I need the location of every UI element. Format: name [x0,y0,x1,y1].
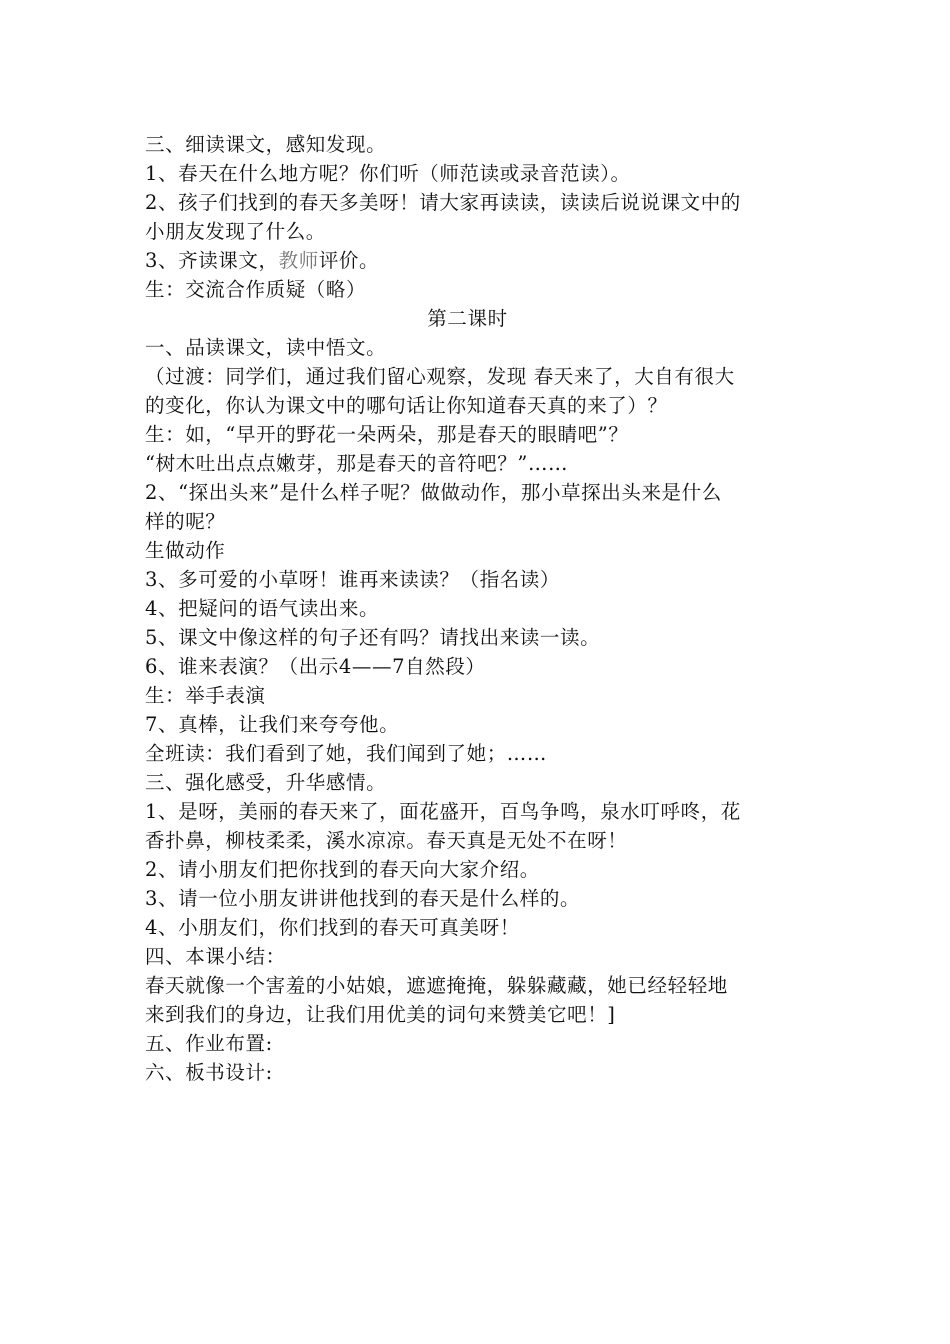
text-line: 3、请一位小朋友讲讲他找到的春天是什么样的。 [145,887,581,910]
document-page [145,130,810,1087]
text-line: 生做动作 [145,539,226,562]
text-line: 来到我们的身边，让我们用优美的词句来赞美它吧！] [145,1003,616,1026]
text-line: （过渡：同学们，通过我们留心观察，发现 春天来了，大自有很大 [145,365,735,388]
text-segment: 3、齐读课文， [145,249,279,272]
text-line: 生：如，“早开的野花一朵两朵，那是春天的眼睛吧”？ [145,423,629,446]
text-segment: 评价。 [318,249,380,272]
text-line: “树木吐出点点嫩芽，那是春天的音符吧？”…… [145,452,569,475]
lesson-title: 第二课时 [427,307,508,330]
text-line: 1、春天在什么地方呢？你们听（师范读或录音范读）。 [145,162,631,185]
text-line: 生：交流合作质疑（略） [145,278,367,301]
section-heading-5: 五、作业布置: [145,1032,273,1055]
text-line [145,246,810,275]
section-heading-1: 一、品读课文，读中悟文。 [145,336,387,359]
text-line: 7、真棒，让我们来夸夸他。 [145,713,400,736]
text-line: 的变化，你认为课文中的哪句话让你知道春天真的来了）？ [145,394,668,417]
text-line: 4、把疑问的语气读出来。 [145,597,380,620]
text-line: 3、多可爱的小草呀！谁再来读读？（指名读） [145,568,561,591]
section-heading-6: 六、板书设计: [145,1061,273,1084]
section-heading-3: 三、细读课文，感知发现。 [145,133,387,156]
text-line: 全班读：我们看到了她，我们闻到了她；…… [145,742,548,765]
text-line: 生：举手表演 [145,684,266,707]
text-line: 5、课文中像这样的句子还有吗？请找出来读一读。 [145,626,601,649]
text-line: 1、是呀，美丽的春天来了，面花盛开，百鸟争鸣，泉水叮呼咚，花 [145,800,741,823]
text-line: 6、谁来表演？（出示4——7自然段） [145,655,486,678]
text-line: 香扑鼻，柳枝柔柔，溪水凉凉。春天真是无处不在呀！ [145,829,628,852]
highlighted-word: 教师 [278,249,319,272]
section-heading-4: 四、本课小结： [145,945,286,968]
text-line: 4、小朋友们，你们找到的春天可真美呀！ [145,916,520,939]
section-heading-3b: 三、强化感受，升华感情。 [145,771,387,794]
text-line: 样的呢？ [145,510,226,533]
text-line: 2、孩子们找到的春天多美呀！请大家再读读，读读后说说课文中的 [145,191,741,214]
text-line: 2、“探出头来”是什么样子呢？做做动作，那小草探出头来是什么 [145,481,722,504]
text-line: 春天就像一个害羞的小姑娘，遮遮掩掩，躲躲藏藏，她已经轻轻地 [145,974,728,997]
text-line: 2、请小朋友们把你找到的春天向大家介绍。 [145,858,540,881]
text-line: 小朋友发现了什么。 [145,220,326,243]
